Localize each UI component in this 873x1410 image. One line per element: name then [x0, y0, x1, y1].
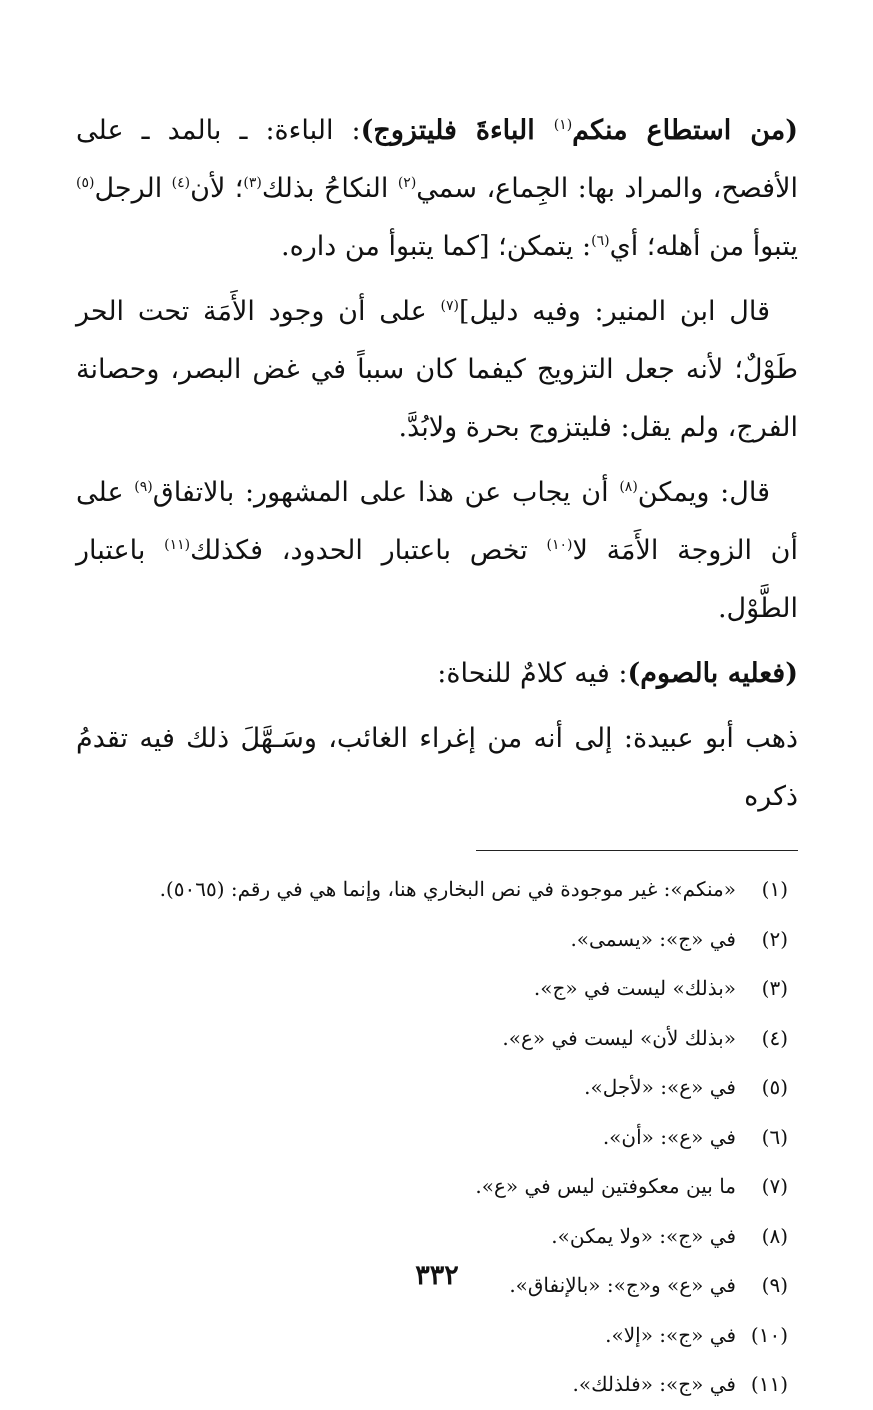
paragraph-text: على أن الزوجة الأَمَة لا — [76, 477, 798, 566]
lemma-text: (من استطاع منكم — [572, 115, 798, 146]
footnote-number: (٥) — [761, 1075, 788, 1099]
footnote-text: «منكم»: غير موجودة في نص البخاري هنا، وإنما هي في رقم: (٥٠٦٥). — [159, 877, 736, 901]
footnote-marker: (١١) — [164, 537, 191, 553]
footnote — [76, 1113, 798, 1163]
footnote-text: في «ج»: «فلذلك». — [572, 1372, 736, 1396]
paragraph-text: باعتبار الطَّوْل. — [76, 535, 798, 624]
paragraph-text: : الباءة: ـ بالمد ـ على الأفصح، والمراد بها: الجِماع، سمي — [76, 115, 798, 204]
footnote — [76, 1014, 798, 1064]
paragraph-text: النكاحُ بذلك — [261, 173, 398, 204]
footnote-text: «بذلك لأن» ليست في «ع». — [502, 1025, 736, 1050]
paragraph-text: قال ابن المنير: وفيه دليل] — [459, 296, 770, 327]
book-page — [76, 102, 798, 1396]
footnote-number: (٤) — [761, 1025, 788, 1050]
paragraph-text: الرجل — [94, 173, 172, 204]
footnote-number: (٧) — [761, 1174, 788, 1198]
paragraph-text: تخص باعتبار الحدود، فكذلك — [190, 535, 547, 566]
footnote-marker: (٤) — [171, 175, 191, 191]
paragraph — [76, 464, 798, 638]
footnote-number: (٢) — [761, 926, 788, 951]
footnote-marker: (١٠) — [546, 537, 573, 553]
lemma-text: الباءةَ فليتزوج) — [360, 115, 554, 146]
footnote-marker: (٢) — [397, 175, 417, 191]
footnote-text: في «ع» و«ج»: «بالإنفاق». — [509, 1273, 736, 1297]
footnote-text: في «ج»: «إلا». — [605, 1322, 736, 1347]
paragraph-text: على أن وجود الأَمَة تحت الحر طَوْلٌ؛ لأنه جعل التزويج كيفما كان سبباً في غض البصر، وحصانة الفرج، ولم يقل: فليتزوج بحرة ولابُدَّ. — [76, 296, 798, 443]
paragraph-text: يتبوأ من أهله؛ أي — [609, 231, 798, 262]
footnote-marker: (٥) — [76, 175, 95, 191]
footnote — [76, 1212, 798, 1262]
footnote — [76, 1311, 798, 1361]
footnote-separator — [476, 850, 798, 851]
paragraph-text: أن يجاب عن هذا على المشهور: بالاتفاق — [152, 477, 620, 508]
paragraph — [76, 283, 798, 457]
footnote — [76, 1063, 798, 1113]
paragraph-text: : يتمكن؛ [كما يتبوأ من داره. — [281, 231, 592, 262]
footnotes-list — [76, 865, 798, 1410]
page-number: ٣٣٢ — [415, 1260, 459, 1291]
footnote-marker: (١) — [553, 117, 573, 133]
footnote-text: في «ع»: «أن». — [602, 1124, 736, 1149]
paragraph — [76, 102, 798, 276]
paragraph-text: ؛ لأن — [190, 173, 244, 204]
footnote-text: في «ج»: «ولا يمكن». — [551, 1223, 736, 1248]
paragraph — [76, 645, 798, 703]
footnote-text: ما بين معكوفتين ليس في «ع». — [475, 1174, 736, 1198]
footnote-number: (٣) — [761, 976, 788, 1000]
footnote-marker: (٨) — [619, 479, 638, 495]
footnote-text: في «ع»: «لأجل». — [584, 1075, 736, 1099]
footnote — [76, 915, 798, 965]
main-text — [76, 102, 798, 826]
footnote-number: (١٠) — [750, 1322, 788, 1347]
footnote-number: (٦) — [761, 1124, 788, 1149]
paragraph — [76, 710, 798, 826]
footnote-number: (٩) — [761, 1273, 788, 1297]
footnote — [76, 865, 798, 915]
lemma-text: (فعليه بالصوم) — [627, 658, 798, 689]
paragraph-text: ذهب أبو عبيدة: إلى أنه من إغراء الغائب، وسَـهَّلَ ذلك فيه تقدمُ ذكره — [76, 723, 798, 812]
footnote-marker: (٩) — [134, 479, 153, 495]
footnote — [76, 1360, 798, 1410]
paragraph-text: قال: ويمكن — [637, 477, 770, 508]
footnote-marker: (٦) — [591, 233, 610, 249]
paragraph-text: : فيه كلامٌ للنحاة: — [437, 658, 628, 689]
footnote — [76, 964, 798, 1014]
footnote — [76, 1162, 798, 1212]
footnote-marker: (٧) — [440, 298, 460, 314]
footnote-text: في «ج»: «يسمى». — [570, 926, 736, 951]
footnote-number: (١١) — [750, 1372, 788, 1396]
footnote-number: (٨) — [761, 1223, 788, 1248]
footnote-text: «بذلك» ليست في «ج». — [533, 976, 736, 1000]
footnote-marker: (٣) — [243, 175, 262, 191]
footnote-number: (١) — [761, 877, 788, 901]
